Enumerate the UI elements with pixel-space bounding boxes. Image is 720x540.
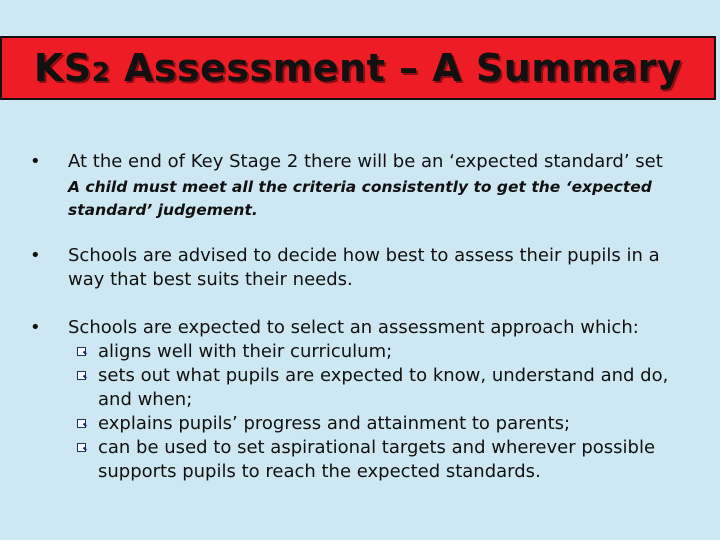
sub-list-text: aligns well with their curriculum;	[98, 341, 393, 362]
sub-list-text: sets out what pupils are expected to know, understand and do, and when;	[98, 365, 669, 410]
sub-list-item	[74, 412, 698, 436]
title-stage-number: 2	[91, 58, 111, 88]
checkbox-bullet-icon	[74, 436, 98, 484]
bullet-text: At the end of Key Stage 2 there will be an ‘expected standard’ set	[68, 151, 663, 172]
bullet-item	[28, 150, 698, 222]
bullet-item	[28, 244, 698, 292]
bullet-item	[28, 316, 698, 484]
checkbox-bullet-icon	[74, 340, 98, 364]
bullet-list	[28, 150, 698, 484]
sub-list-text: can be used to set aspirational targets and wherever possible supports pupils to reach the expected standards.	[98, 437, 656, 482]
title-banner	[0, 36, 716, 100]
sub-list-item	[74, 364, 698, 412]
title-ks: KS	[33, 46, 92, 90]
bullet-dot: •	[30, 245, 41, 266]
sub-list-text: explains pupils’ progress and attainment to parents;	[98, 413, 571, 434]
bullet-text: Schools are advised to decide how best to assess their pupils in a way that best suits their needs.	[68, 245, 660, 290]
sub-list-item	[74, 340, 698, 364]
slide-title	[34, 46, 682, 90]
title-rest: Assessment – A Summary	[110, 46, 683, 90]
checkbox-bullet-icon	[74, 412, 98, 436]
checkbox-bullet-icon	[74, 364, 98, 412]
bullet-text: Schools are expected to select an assessment approach which:	[68, 317, 639, 338]
sub-list	[68, 340, 698, 484]
bullet-dot: •	[30, 151, 41, 172]
bullet-note: A child must meet all the criteria consistently to get the ‘expected standard’ judgement.	[68, 178, 652, 219]
sub-list-item	[74, 436, 698, 484]
bullet-dot: •	[30, 317, 41, 338]
